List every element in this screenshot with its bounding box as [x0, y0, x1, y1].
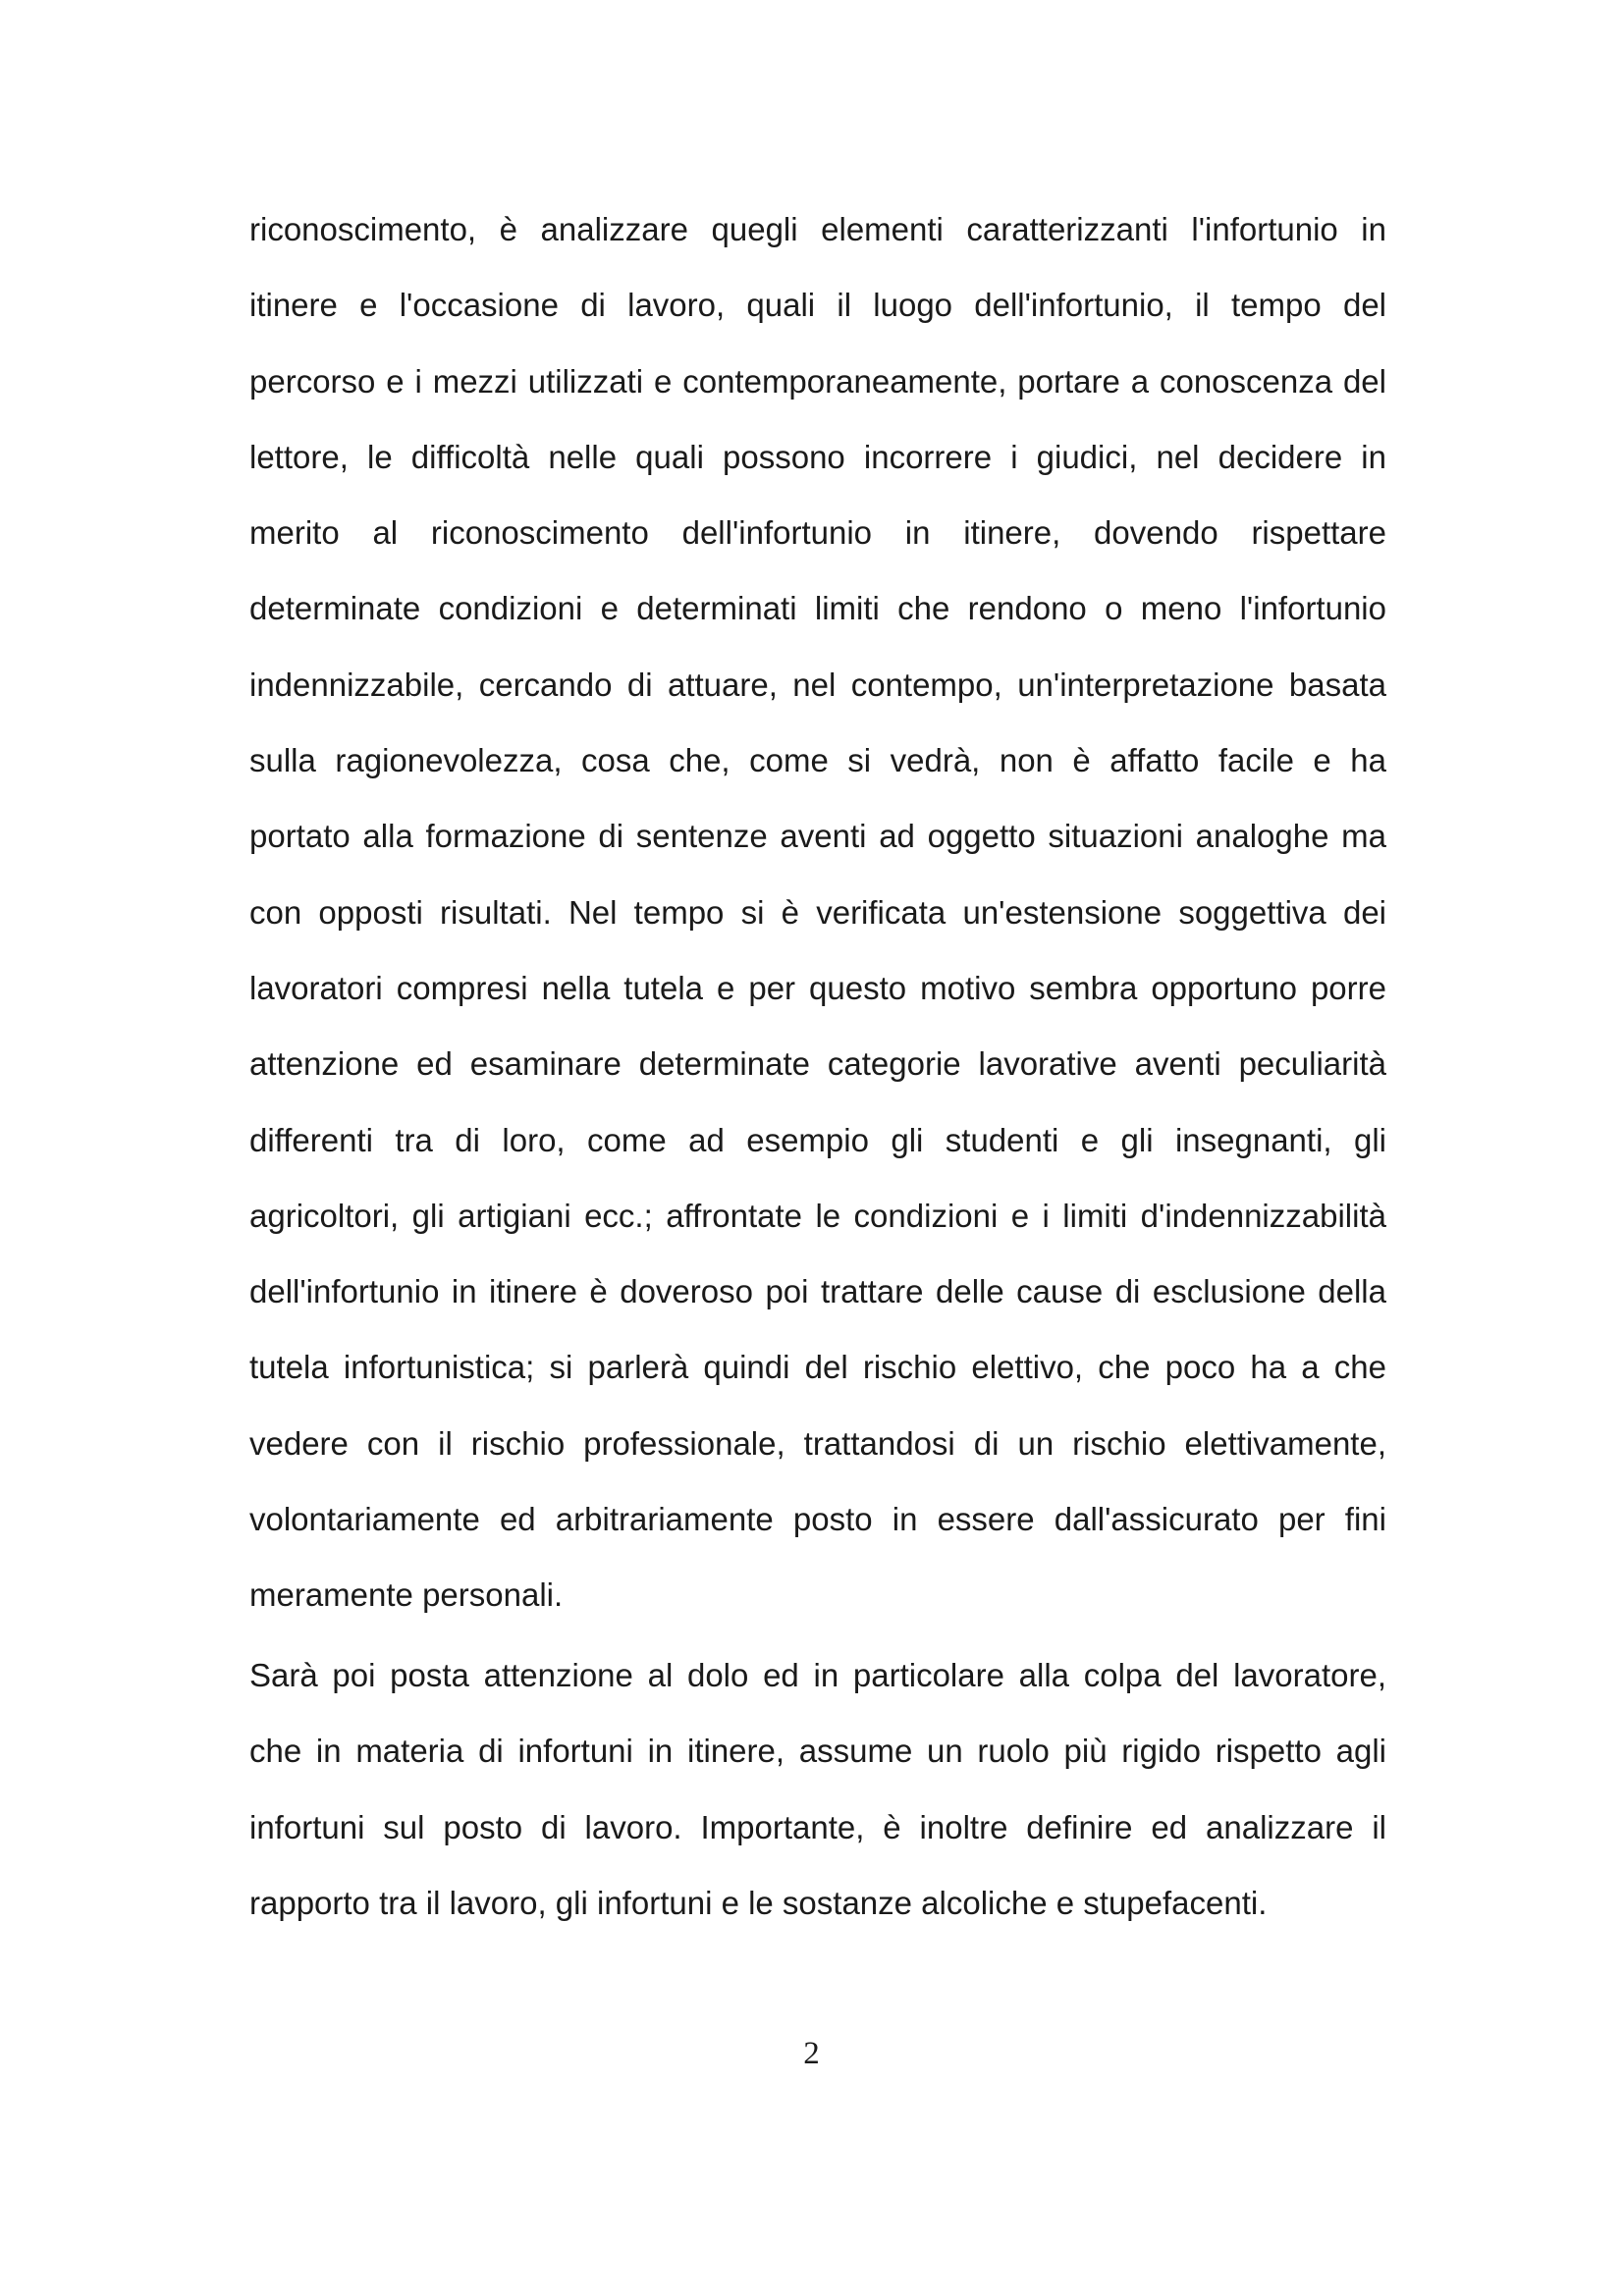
text-line: rapporto tra il lavoro, gli infortuni e le sostanze alcoliche e stupefacenti. [249, 1884, 1268, 1921]
text-line: merito al riconoscimento dell'infortunio in itinere, dovendo rispettare [249, 514, 1386, 552]
text-line: agricoltori, gli artigiani ecc.; affrontate le condizioni e i limiti d'indennizzabilità [249, 1197, 1386, 1234]
text-line: itinere e l'occasione di lavoro, quali il luogo dell'infortunio, il tempo del [249, 287, 1386, 324]
text-line: volontariamente ed arbitrariamente posto in essere dall'assicurato per fini [249, 1501, 1386, 1538]
text-line: attenzione ed esaminare determinate categorie lavorative aventi peculiarità [249, 1045, 1386, 1083]
body-paragraph-1 [249, 191, 1386, 1633]
text-line: meramente personali. [249, 1576, 564, 1614]
page-number: 2 [803, 2036, 820, 2071]
text-line: determinate condizioni e determinati limiti che rendono o meno l'infortunio [249, 590, 1386, 627]
text-line: differenti tra di loro, come ad esempio gli studenti e gli insegnanti, gli [249, 1121, 1386, 1158]
text-line: portato alla formazione di sentenze aventi ad oggetto situazioni analoghe ma [249, 818, 1386, 855]
body-paragraph-2 [249, 1637, 1386, 1941]
text-line: Sarà poi posta attenzione al dolo ed in particolare alla colpa del lavoratore, [249, 1657, 1386, 1693]
text-line: percorso e i mezzi utilizzati e contemporaneamente, portare a conoscenza del [249, 362, 1386, 400]
text-line: vedere con il rischio professionale, trattandosi di un rischio elettivamente, [249, 1424, 1386, 1462]
text-line: tutela infortunistica; si parlerà quindi del rischio elettivo, che poco ha a che [249, 1349, 1386, 1386]
text-line: con opposti risultati. Nel tempo si è verificata un'estensione soggettiva dei [249, 893, 1386, 931]
text-line: lavoratori compresi nella tutela e per questo motivo sembra opportuno porre [249, 969, 1386, 1006]
text-line: infortuni sul posto di lavoro. Importante, è inoltre definire ed analizzare il [249, 1808, 1386, 1845]
text-line: che in materia di infortuni in itinere, assume un ruolo più rigido rispetto agli [249, 1733, 1386, 1770]
text-line: indennizzabile, cercando di attuare, nel contempo, un'interpretazione basata [249, 666, 1386, 703]
text-line: riconoscimento, è analizzare quegli elementi caratterizzanti l'infortunio in [249, 211, 1386, 247]
text-line: sulla ragionevolezza, cosa che, come si vedrà, non è affatto facile e ha [249, 742, 1386, 779]
text-line: dell'infortunio in itinere è doveroso poi trattare delle cause di esclusione della [249, 1273, 1386, 1310]
text-line: lettore, le difficoltà nelle quali possono incorrere i giudici, nel decidere in [249, 438, 1386, 475]
